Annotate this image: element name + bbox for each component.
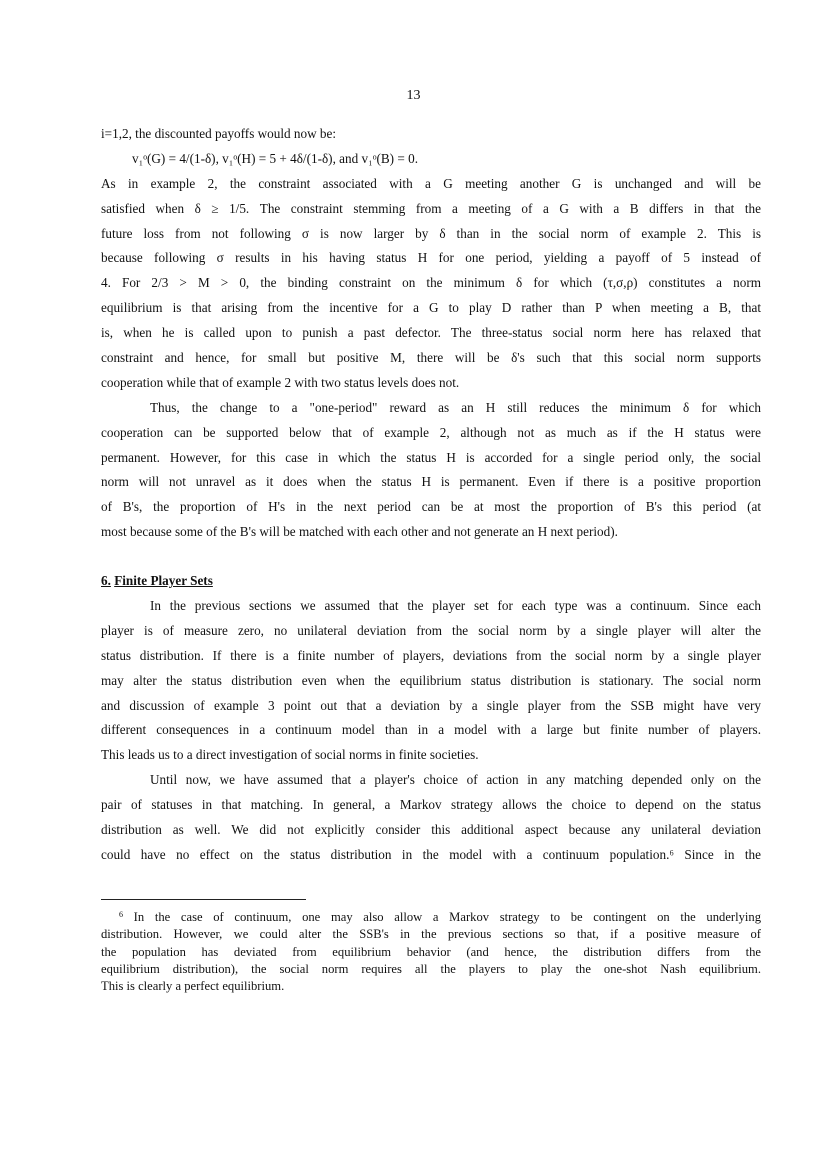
footnote-text: In the case of continuum, one may also allow a Markov strategy to be contingent on the underlying <box>133 910 761 924</box>
footnote-marker: 6 <box>119 910 123 919</box>
text-line: and discussion of example 3 point out that a deviation by a single player from the SSB might have very <box>101 697 761 713</box>
text-line: norm will not unravel as it does when the status H is permanent. Even if there is a positive proportion <box>101 474 761 490</box>
text-line: pair of statuses in that matching. In general, a Markov strategy allows the choice to depend on the status <box>101 797 761 813</box>
text-line: could have no effect on the status distribution in the model with a continuum population.⁶ Since in the <box>101 846 761 862</box>
text-line: distribution as well. We did not explicitly consider this additional aspect because any unilateral deviation <box>101 822 761 838</box>
text-line: player is of measure zero, no unilateral deviation from the social norm by a single player will alter the <box>101 622 761 638</box>
footnote-rule <box>101 899 306 900</box>
text-line: equilibrium is that arising from the incentive for a G to play D rather than P when meeting a B, that <box>101 300 761 316</box>
text-line: In the previous sections we assumed that the player set for each type was a continuum. Since each <box>150 598 761 614</box>
section-heading <box>101 569 761 594</box>
text-line: because following σ results in his having status H for one period, yielding a payoff of 5 instead of <box>101 250 761 266</box>
text-line: future loss from not following σ is now larger by δ than in the social norm of example 2. This is <box>101 225 761 241</box>
text-line: may alter the status distribution even when the equilibrium status distribution is stationary. The social norm <box>101 672 761 688</box>
text-line: cooperation can be supported below that of example 2, although not as much as if the H status were <box>101 424 761 440</box>
text-line: different consequences in a continuum model than in a model with a large but finite number of players. <box>101 722 761 738</box>
text-line: cooperation while that of example 2 with two status levels does not. <box>101 374 460 390</box>
text-line: status distribution. If there is a finite number of players, deviations from the social norm by a single player <box>101 647 761 663</box>
section-number: 6. <box>101 573 111 589</box>
text-line: constraint and hence, for small but positive M, there will be δ's such that this social norm supports <box>101 350 761 366</box>
footnote-line: the population has deviated from equilibrium behavior (and hence, the distribution differs from the <box>101 944 761 959</box>
text-line: As in example 2, the constraint associated with a G meeting another G is unchanged and will be <box>101 175 761 191</box>
footnote <box>101 909 761 995</box>
text-line: 4. For 2/3 > M > 0, the binding constraint on the minimum δ for which (τ,σ,ρ) constitutes a norm <box>101 275 761 291</box>
text-line: permanent. However, for this case in which the status H is accorded for a single period only, the social <box>101 449 761 465</box>
text-line: i=1,2, the discounted payoffs would now be: <box>101 126 337 141</box>
text-line: Thus, the change to a "one-period" reward as an H still reduces the minimum δ for which <box>150 399 761 415</box>
section-title: Finite Player Sets <box>114 573 213 589</box>
footnote-line: This is clearly a perfect equilibrium. <box>101 979 285 994</box>
page-number: 13 <box>406 88 421 103</box>
footnote-line: equilibrium distribution), the social norm requires all the players to play the one-shot Nash equilibrium. <box>101 961 761 976</box>
text-line: Until now, we have assumed that a player's choice of action in any matching depended only on the <box>150 772 761 788</box>
footnote-line: distribution. However, we could alter the SSB's in the previous sections so that, if a positive measure of <box>101 927 761 942</box>
text-line: most because some of the B's will be matched with each other and not generate an H next period). <box>101 524 618 540</box>
body-text <box>101 122 761 868</box>
equation-line: v₁ᵒ(G) = 4/(1-δ), v₁ᵒ(H) = 5 + 4δ/(1-δ), and v₁ᵒ(B) = 0. <box>132 150 418 166</box>
text-line: This leads us to a direct investigation of social norms in finite societies. <box>101 747 479 763</box>
text-line: is, when he is called upon to punish a past defector. The three-status social norm here has relaxed that <box>101 325 761 341</box>
text-line: of B's, the proportion of H's in the next period can be at most the proportion of B's this period (at <box>101 499 761 515</box>
footnote-line <box>101 909 761 926</box>
text-line: satisfied when δ ≥ 1/5. The constraint stemming from a meeting of a G with a B differs in that the <box>101 200 761 216</box>
